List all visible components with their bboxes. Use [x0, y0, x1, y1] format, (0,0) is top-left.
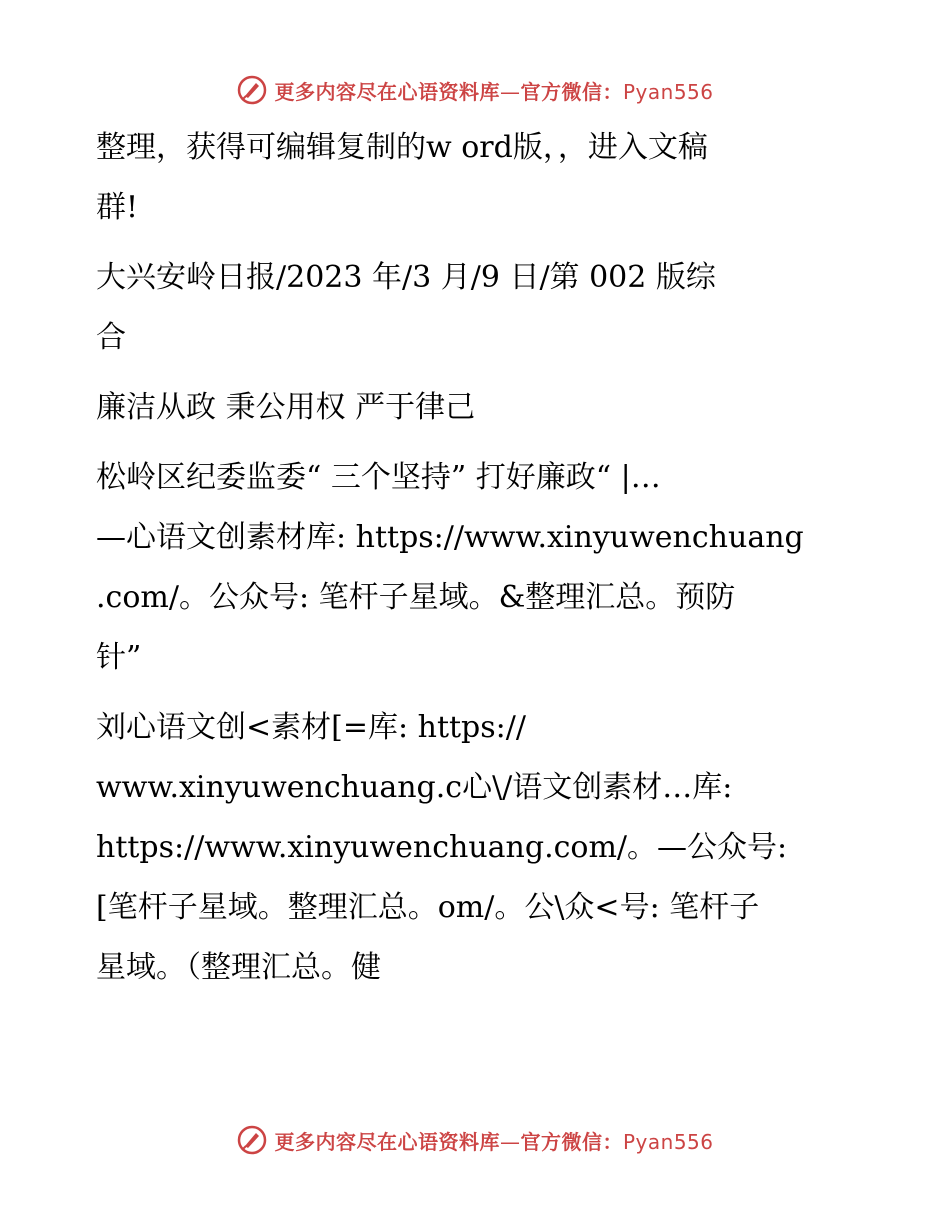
text-line: 松岭区纪委监委“ 三个坚持” 打好廉政“ |…: [96, 460, 661, 495]
banner-wechat-label: 官方微信：: [520, 79, 623, 104]
footer-banner: [0, 1120, 950, 1160]
text-line: 整理，获得可编辑复制的w ord版，，进入文稿: [96, 130, 708, 165]
banner-separator: —: [499, 79, 521, 104]
paragraph-body: [96, 698, 856, 998]
quill-circle-icon: [236, 74, 268, 106]
paragraph-intro: [96, 118, 856, 238]
quill-circle-icon: [236, 1124, 268, 1156]
text-line: 刘心语文创<素材[=库: https://: [96, 710, 526, 745]
banner-wechat-label: 官方微信：: [520, 1129, 623, 1154]
text-line: 廉洁从政 秉公用权 严于律己: [96, 390, 476, 425]
banner-text: [274, 76, 713, 105]
text-line: 合: [96, 320, 126, 355]
header-banner: [0, 70, 950, 110]
text-line: —心语文创素材库: https://www.xinyuwenchuang: [96, 520, 804, 555]
paragraph-headline: [96, 378, 856, 438]
text-line: 大兴安岭日报/2023 年/3 月/9 日/第 002 版综: [96, 260, 716, 295]
text-line: 针”: [96, 640, 142, 675]
text-line: .com/。公众号: 笔杆子星域。&整理汇总。预防: [96, 580, 736, 615]
text-line: [笔杆子星域。整理汇总。om/。公\众<号: 笔杆子: [96, 890, 760, 925]
text-line: 群!: [96, 190, 139, 225]
banner-main: 更多内容尽在心语资料库: [274, 79, 500, 104]
banner-wechat-id: Pyan556: [622, 1129, 714, 1154]
banner-wechat-id: Pyan556: [622, 79, 714, 104]
paragraph-subheadline: [96, 448, 856, 688]
banner-text: [274, 1126, 713, 1155]
document-body: [96, 118, 856, 1008]
paragraph-source: [96, 248, 856, 368]
text-line: https://www.xinyuwenchuang.com/。—公众号:: [96, 830, 788, 865]
banner-separator: —: [499, 1129, 521, 1154]
banner-main: 更多内容尽在心语资料库: [274, 1129, 500, 1154]
text-line: www.xinyuwenchuang.c心\/语文创素材…库:: [96, 770, 733, 805]
text-line: 星域。（整理汇总。健: [96, 950, 381, 985]
